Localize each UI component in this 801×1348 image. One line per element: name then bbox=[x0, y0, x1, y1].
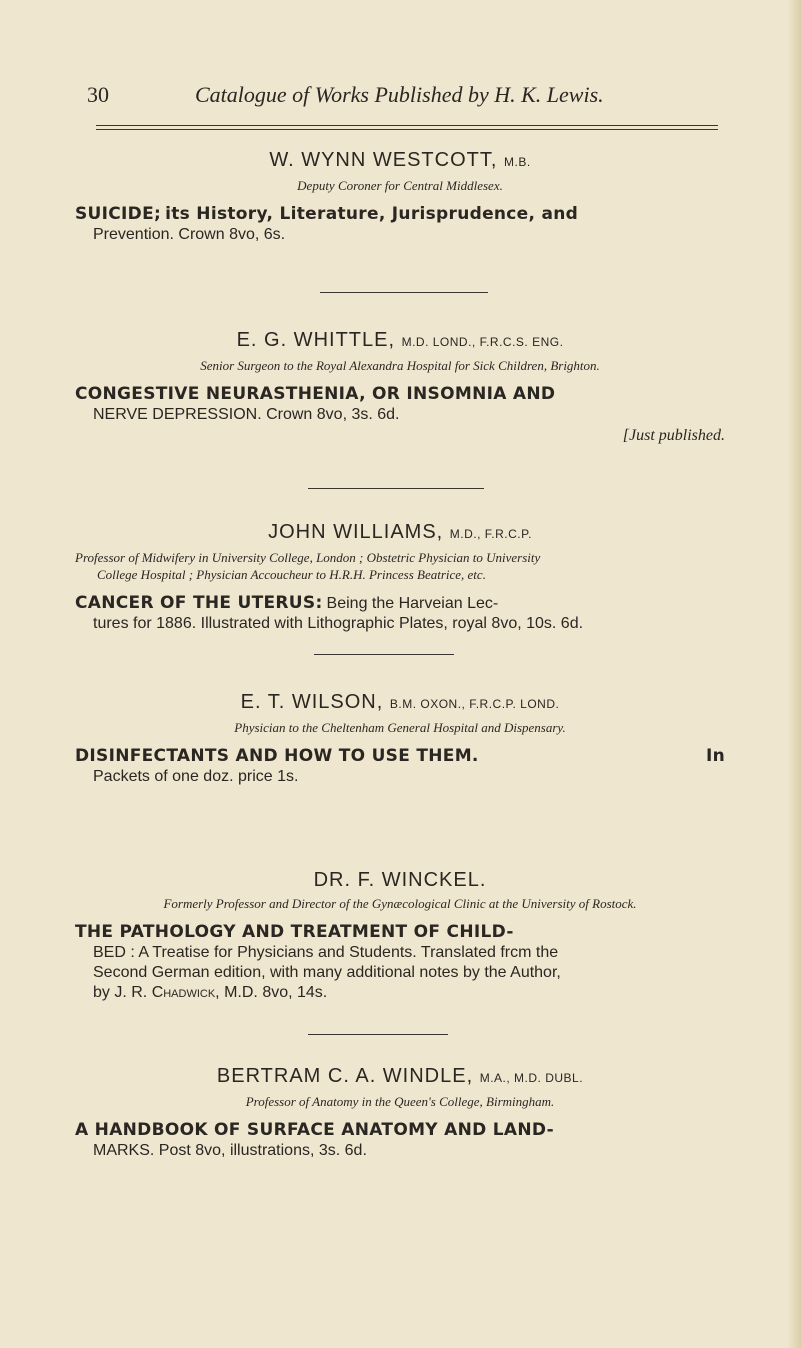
catalogue-entry bbox=[75, 690, 725, 787]
author-name bbox=[75, 148, 725, 174]
author-name bbox=[75, 690, 725, 716]
section-divider bbox=[308, 488, 484, 489]
author-role-line: College Hospital ; Physician Accoucheur to H.R.H. Princess Beatrice, etc. bbox=[97, 567, 486, 582]
book-title: SUICIDE; bbox=[75, 204, 162, 224]
author-name: DR. F. WINCKEL. bbox=[313, 869, 487, 891]
catalogue-entry bbox=[75, 520, 725, 634]
section-divider bbox=[314, 654, 454, 655]
book-title: THE PATHOLOGY AND TREATMENT OF CHILD- bbox=[75, 922, 514, 942]
author-role: Physician to the Cheltenham General Hospital and Dispensary. bbox=[234, 720, 566, 735]
book-listing bbox=[75, 1120, 725, 1161]
section-divider bbox=[320, 292, 488, 293]
book-listing bbox=[75, 746, 725, 787]
book-description-line bbox=[75, 983, 725, 1003]
author-role-line: Professor of Midwifery in University College, London ; Obstetric Physician to University bbox=[75, 550, 541, 565]
catalogue-entry bbox=[75, 328, 725, 445]
book-title-continued: Being the Harveian Lec- bbox=[326, 595, 499, 612]
book-listing bbox=[75, 204, 725, 245]
book-description: tures for 1886. Illustrated with Lithographic Plates, royal 8vo, 10s. 6d. bbox=[93, 615, 584, 632]
catalogue-entry bbox=[75, 148, 725, 245]
page-header bbox=[0, 82, 801, 122]
author-role: Formerly Professor and Director of the Gynæcological Clinic at the University of Rostock. bbox=[163, 896, 637, 911]
section-divider bbox=[308, 1034, 448, 1035]
description-text: by J. R. bbox=[93, 984, 148, 1001]
book-description: Packets of one doz. price 1s. bbox=[93, 768, 299, 785]
catalogue-entry bbox=[75, 868, 725, 1003]
author-name bbox=[75, 520, 725, 546]
author-degrees: B.M. OXON., F.R.C.P. LOND. bbox=[389, 697, 560, 711]
book-title: CANCER OF THE UTERUS: bbox=[75, 593, 323, 613]
header-double-rule bbox=[96, 125, 718, 130]
book-description: MARKS. Post 8vo, illustrations, 3s. 6d. bbox=[93, 1142, 367, 1159]
author-name bbox=[75, 328, 725, 354]
book-listing bbox=[75, 922, 725, 1003]
author-name bbox=[75, 1064, 725, 1090]
book-title: A HANDBOOK OF SURFACE ANATOMY AND LAND- bbox=[75, 1120, 554, 1140]
author-degrees: M.B. bbox=[503, 155, 531, 169]
author-role: Senior Surgeon to the Royal Alexandra Hospital for Sick Children, Brighton. bbox=[200, 358, 600, 373]
book-description-line: Second German edition, with many additional notes by the Author, bbox=[93, 964, 561, 981]
author-degrees: M.D. LOND., F.R.C.S. ENG. bbox=[401, 335, 564, 349]
page-edge-shading bbox=[787, 0, 801, 1348]
author-text: E. G. WHITTLE, bbox=[236, 329, 396, 351]
catalogue-entry bbox=[75, 1064, 725, 1161]
author-text: E. T. WILSON, bbox=[240, 691, 384, 713]
book-description-line: BED : A Treatise for Physicians and Students. Translated frcm the bbox=[93, 944, 559, 961]
book-title: DISINFECTANTS AND HOW TO USE THEM. bbox=[75, 746, 479, 766]
book-title-continued: In bbox=[705, 746, 725, 766]
book-listing bbox=[75, 593, 725, 634]
running-title: Catalogue of Works Published by H. K. Lewis. bbox=[195, 82, 604, 107]
author-role: Professor of Anatomy in the Queen's College, Birmingham. bbox=[245, 1094, 555, 1109]
author-degrees: M.D., F.R.C.P. bbox=[449, 527, 532, 541]
book-listing bbox=[75, 384, 725, 425]
book-description: Prevention. Crown 8vo, 6s. bbox=[93, 226, 286, 243]
author-text: BERTRAM C. A. WINDLE, bbox=[216, 1065, 474, 1087]
author-role bbox=[75, 549, 725, 583]
author-degrees: M.A., M.D. DUBL. bbox=[479, 1071, 584, 1085]
author-role: Deputy Coroner for Central Middlesex. bbox=[297, 178, 503, 193]
description-text: M.D. 8vo, 14s. bbox=[224, 984, 328, 1001]
author-text: W. WYNN WESTCOTT, bbox=[269, 149, 498, 171]
author-text: JOHN WILLIAMS, bbox=[268, 521, 444, 543]
book-title-continued: its History, Literature, Jurisprudence, and bbox=[165, 204, 579, 224]
book-description: NERVE DEPRESSION. Crown 8vo, 3s. 6d. bbox=[93, 406, 400, 423]
book-title: CONGESTIVE NEURASTHENIA, OR INSOMNIA AND bbox=[75, 384, 556, 404]
page-number: 30 bbox=[87, 82, 109, 107]
translator-name: Chadwick, bbox=[151, 984, 220, 1001]
publication-note: [Just published. bbox=[622, 427, 725, 444]
